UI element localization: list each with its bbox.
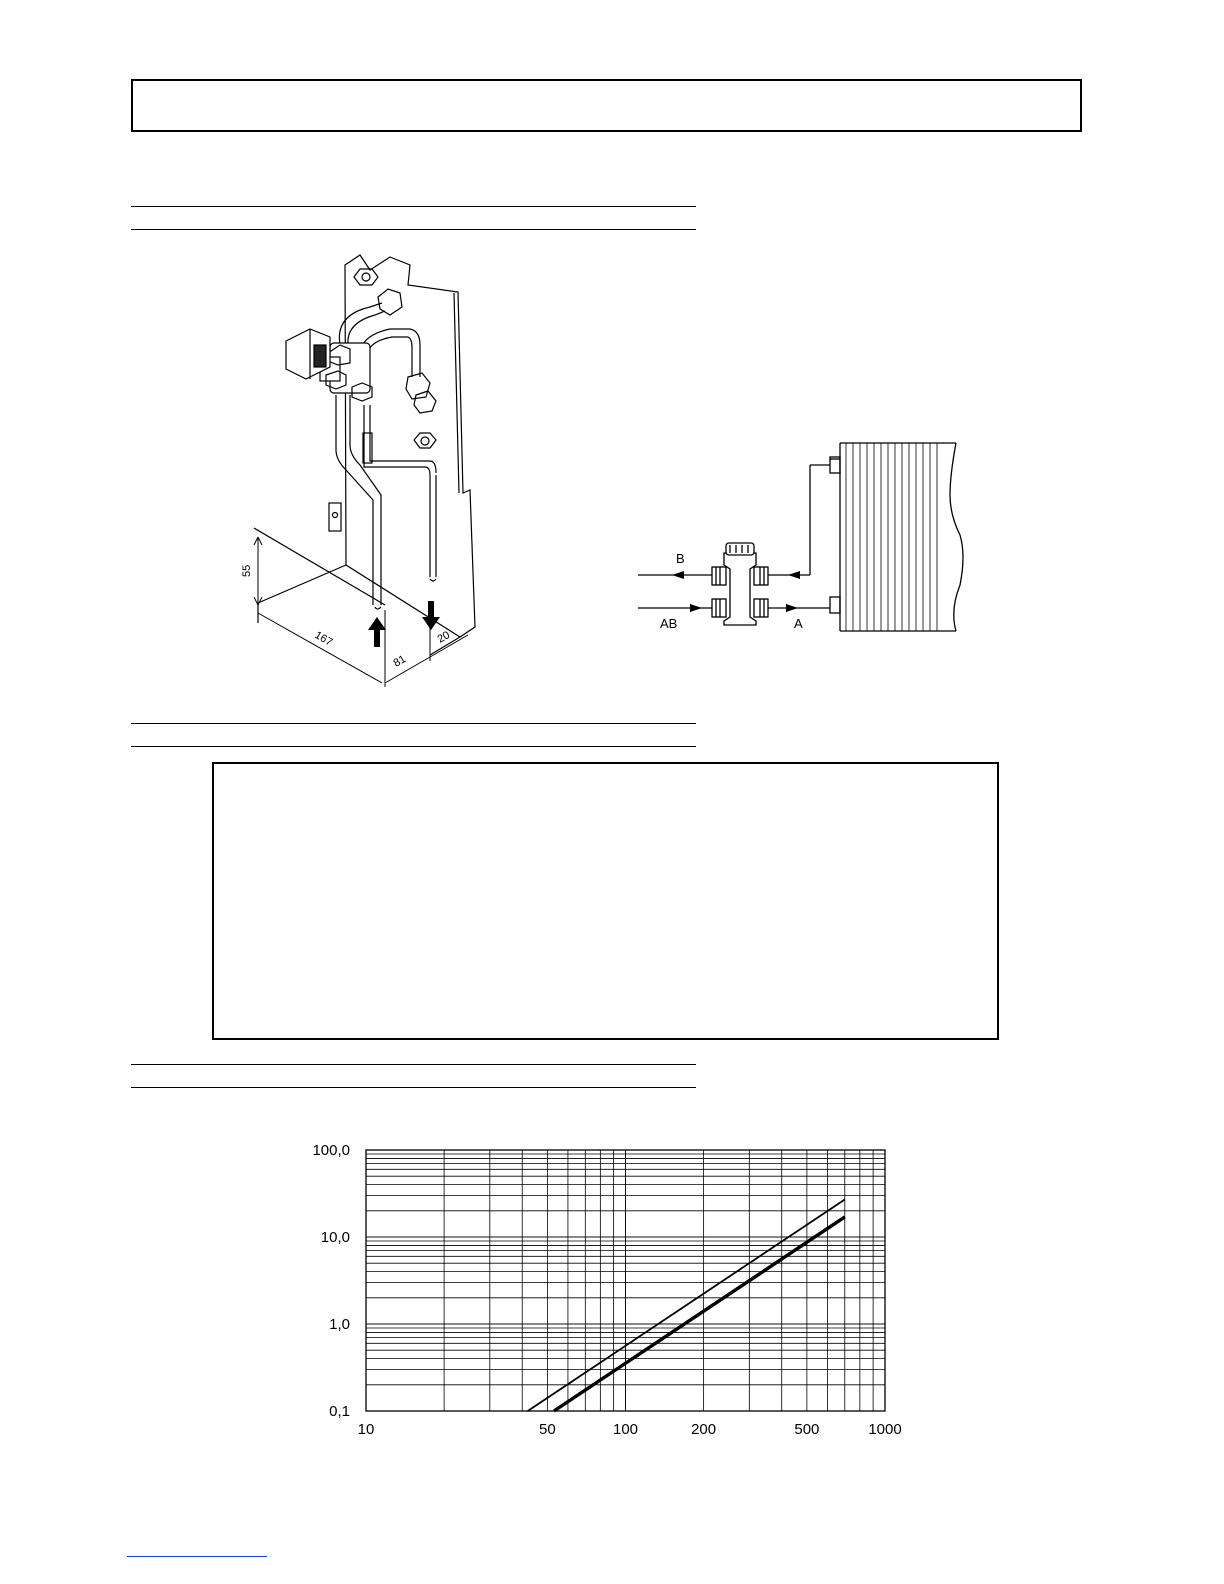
section-rule-top: [131, 1064, 696, 1065]
port-ab-label: AB: [660, 616, 678, 631]
section-rule-top: [131, 206, 696, 207]
chart-y-tick-label: 0,1: [329, 1403, 350, 1420]
footer-link-underline: [127, 1556, 267, 1557]
pressure-flow-chart: [290, 1135, 920, 1455]
section-rule-bottom: [131, 229, 696, 230]
port-b-label: B: [676, 551, 685, 566]
dimension-height-label: 55: [241, 564, 253, 577]
page-title-box: [131, 79, 1082, 132]
chart-y-tick-label: 1,0: [329, 1316, 350, 1333]
chart-x-tick-label: 100: [612, 1421, 639, 1438]
dimension-offset-label: 20: [435, 629, 453, 646]
valve-installation-drawing: [230, 245, 510, 695]
chart-x-tick-label: 1000: [868, 1421, 902, 1438]
chart-x-tick-label: 50: [539, 1421, 556, 1438]
chart-x-tick-label: 10: [357, 1421, 375, 1438]
dimension-spacing-label: 81: [391, 653, 409, 670]
chart-y-tick-label: 10,0: [320, 1229, 350, 1246]
port-a-label: A: [794, 616, 803, 631]
section-rule-top: [131, 723, 696, 724]
section-rule-bottom: [131, 746, 696, 747]
chart-y-tick-label: 100,0: [312, 1142, 350, 1159]
note-box: [212, 762, 999, 1040]
section-rule-bottom: [131, 1087, 696, 1088]
chart-x-tick-label: 200: [691, 1421, 717, 1438]
chart-x-tick-label: 500: [794, 1421, 820, 1438]
dimension-depth-label: 167: [312, 629, 335, 649]
valve-flow-schematic: [630, 435, 970, 645]
